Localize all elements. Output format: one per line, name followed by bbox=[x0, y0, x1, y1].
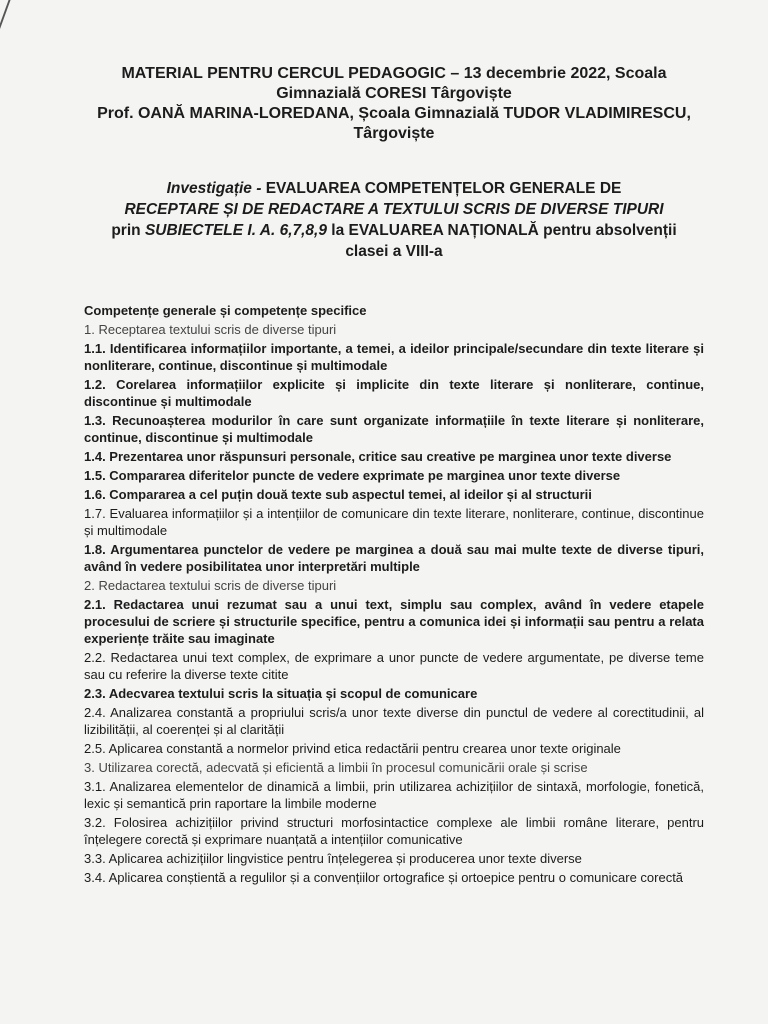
competence-1-1: 1.1. Identificarea informațiilor importante, a temei, a ideilor principale/secundare din texte literare și nonliterare, continue, discontinue și multimodale bbox=[84, 341, 704, 373]
competence-1-3: 1.3. Recunoașterea modurilor în care sunt organizate informațiile în texte literare și nonliterare, continue, discontinue și multimodale bbox=[84, 413, 704, 445]
competence-1-5: 1.5. Compararea diferitelor puncte de vedere exprimate pe marginea unor texte diverse bbox=[84, 468, 621, 483]
competence-2-2: 2.2. Redactarea unui text complex, de exprimare a unor puncte de vedere argumentate, pe diverse teme sau cu referire la diverse texte citite bbox=[84, 650, 704, 682]
subtitle-line-2-text: RECEPTARE ȘI DE REDACTARE A TEXTULUI SCRIS DE DIVERSE TIPURI bbox=[124, 201, 664, 218]
competence-2-1: 2.1. Redactarea unui rezumat sau a unui text, simplu sau complex, având în vedere etapele procesului de scriere și structurile specifice, pentru a comunica idei și informații sau pentru a relata experiențe trăite sau imaginate bbox=[84, 597, 704, 646]
subtitle-subiecte: SUBIECTELE I. A. 6,7,8,9 bbox=[144, 222, 327, 239]
competences-title: Competențe generale și competențe specifice bbox=[84, 303, 367, 318]
document-subtitle bbox=[84, 178, 704, 262]
competence-1-6: 1.6. Compararea a cel puțin două texte sub aspectul temei, al ideilor și al structurii bbox=[84, 487, 592, 502]
competence-3-2: 3.2. Folosirea achizițiilor privind structuri morfosintactice complexe ale limbii române literare, pentru înțelegere corectă și exprimare nuanțată a intențiilor comunicative bbox=[84, 815, 704, 847]
subtitle-line-1 bbox=[84, 178, 704, 199]
subtitle-line-2 bbox=[84, 199, 704, 220]
section-heading-1: 1. Receptarea textului scris de diverse tipuri bbox=[84, 322, 337, 337]
header-line-4: Târgoviște bbox=[353, 125, 435, 142]
competence-3-4: 3.4. Aplicarea conștientă a regulilor și a convențiilor ortografice și ortoepice pentru o comunicare corectă bbox=[84, 870, 684, 885]
section-heading-2: 2. Redactarea textului scris de diverse tipuri bbox=[84, 578, 337, 593]
competence-3-3: 3.3. Aplicarea achizițiilor lingvistice pentru înțelegerea și producerea unor texte diverse bbox=[84, 851, 582, 866]
document-header bbox=[84, 64, 704, 144]
subtitle-line-4: clasei a VIII-a bbox=[345, 243, 443, 260]
subtitle-line-1-rest: EVALUAREA COMPETENȚELOR GENERALE DE bbox=[265, 180, 622, 197]
competence-1-8: 1.8. Argumentarea punctelor de vedere pe marginea a două sau mai multe texte de diverse tipuri, având în vedere posibilitatea unor interpretări multiple bbox=[84, 542, 704, 574]
competence-2-5: 2.5. Aplicarea constantă a normelor privind etica redactării pentru crearea unor texte originale bbox=[84, 741, 621, 756]
subtitle-line-3-rest: la EVALUAREA NAȚIONALĂ pentru absolvenții bbox=[331, 222, 677, 239]
competence-3-1: 3.1. Analizarea elementelor de dinamică a limbii, prin utilizarea achizițiilor de sintaxă, morfologie, fonetică, lexic și semantică prin raportare la limbile moderne bbox=[84, 779, 704, 811]
subtitle-investigatie: Investigație - bbox=[166, 180, 262, 197]
competence-1-7: 1.7. Evaluarea informațiilor și a intențiilor de comunicare din texte literare, nonliterare, continue, discontinue și multimodale bbox=[84, 506, 704, 538]
header-line-1: MATERIAL PENTRU CERCUL PEDAGOGIC – 13 decembrie 2022, Scoala bbox=[121, 65, 667, 82]
header-line-2: Gimnazială CORESI Târgoviște bbox=[276, 85, 512, 102]
competence-1-4: 1.4. Prezentarea unor răspunsuri personale, critice sau creative pe marginea unor texte diverse bbox=[84, 449, 672, 464]
competence-2-4: 2.4. Analizarea constantă a propriului scris/a unor texte diverse din punctul de vedere al corectitudinii, al lizibilității, al coerenței și al clarității bbox=[84, 705, 704, 737]
competence-2-3: 2.3. Adecvarea textului scris la situația și scopul de comunicare bbox=[84, 686, 478, 701]
subtitle-prin: prin bbox=[111, 222, 141, 239]
subtitle-line-3 bbox=[84, 220, 704, 241]
header-line-3: Prof. OANĂ MARINA-LOREDANA, Școala Gimnazială TUDOR VLADIMIRESCU, bbox=[97, 105, 691, 122]
competences-content bbox=[84, 302, 704, 886]
competence-1-2: 1.2. Corelarea informațiilor explicite și implicite din texte literare și nonliterare, continue, discontinue și multimodale bbox=[84, 377, 704, 409]
section-heading-3: 3. Utilizarea corectă, adecvată și eficientă a limbii în procesul comunicării orale și scrise bbox=[84, 760, 588, 775]
